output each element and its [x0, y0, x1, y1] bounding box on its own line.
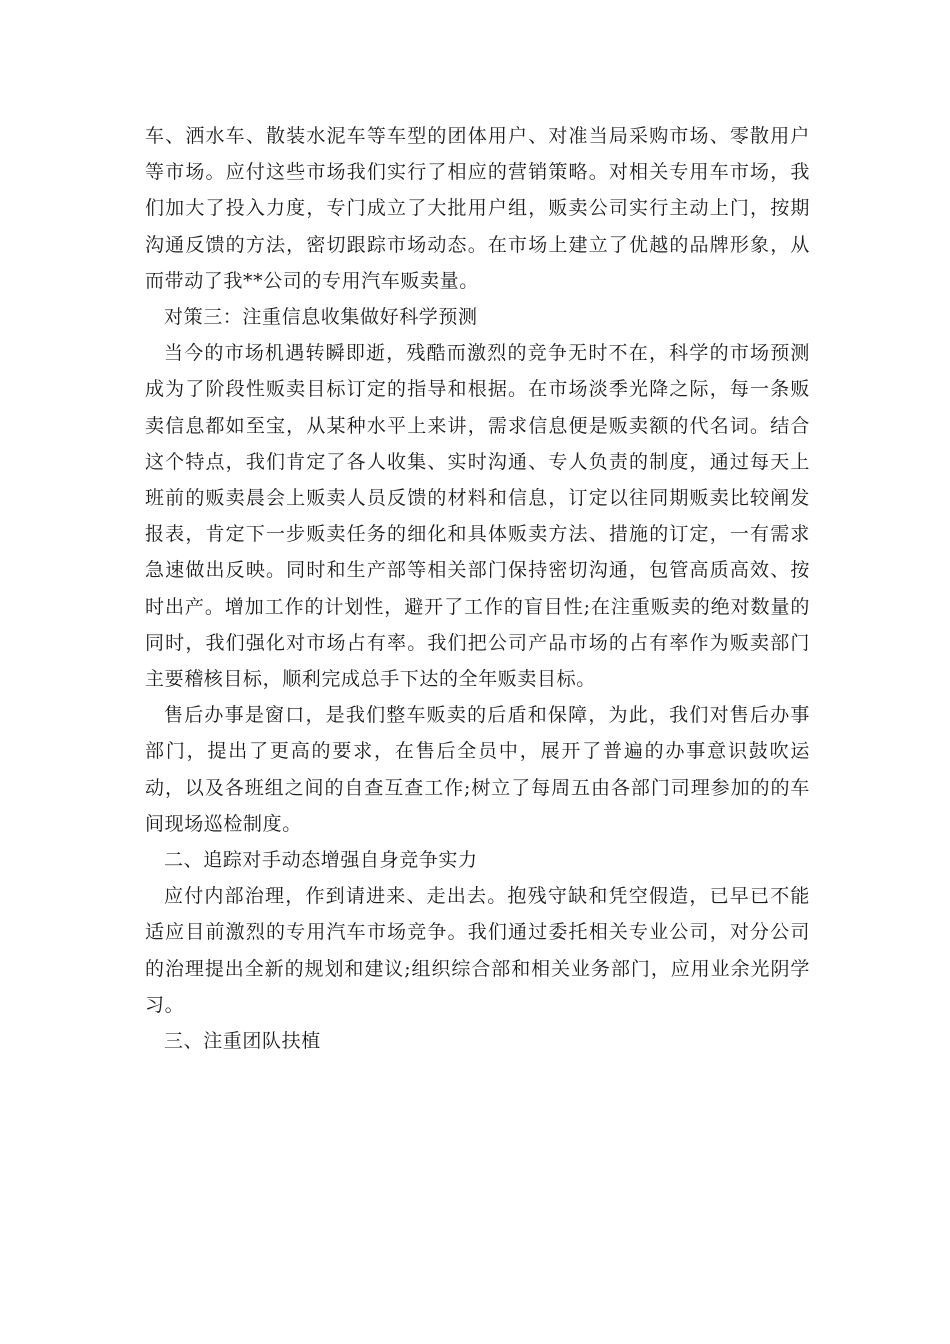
document-body [145, 118, 810, 1059]
paragraph-after-sales-service: 售后办事是窗口，是我们整车贩卖的后盾和保障，为此，我们对售后办事部门，提出了更高的要求，在售后全员中，展开了普遍的办事意识鼓吹运动，以及各班组之间的自查互查工作;树立了每周五由各部门司理参加的的车间现场巡检制度。 [145, 704, 810, 835]
heading-section-three: 三、注重团队扶植 [164, 1030, 321, 1053]
paragraph-internal-management: 应付内部治理，作到请进来、走出去。抱残守缺和凭空假造，已早已不能适应目前激烈的专用汽车市场竞争。我们通过委托相关专业公司，对分公司的治理提出全新的规划和建议;组织综合部和相关业务部门，应用业余光阴学习。 [145, 885, 810, 1016]
paragraph-market-forecast: 当今的市场机遇转瞬即逝，残酷而激烈的竞争无时不在，科学的市场预测成为了阶段性贩卖目标订定的指导和根据。在市场淡季光降之际，每一条贩卖信息都如至宝，从某种水平上来讲，需求信息便是贩卖额的代名词。结合这个特点，我们肯定了各人收集、实时沟通、专人负责的制度，通过每天上班前的贩卖晨会上贩卖人员反馈的材料和信息，订定以往同期贩卖比较阐发报表，肯定下一步贩卖任务的细化和具体贩卖方法、措施的订定，一有需求急速做出反映。同时和生产部等相关部门保持密切沟通，包管高质高效、按时出产。增加工作的计划性，避开了工作的盲目性;在注重贩卖的绝对数量的同时，我们强化对市场占有率。我们把公司产品市场的占有率作为贩卖部门主要稽核目标，顺利完成总手下达的全年贩卖目标。 [145, 342, 810, 691]
paragraph-market-strategy: 车、洒水车、散装水泥车等车型的团体用户、对准当局采购市场、零散用户等市场。应付这些市场我们实行了相应的营销策略。对相关专用车市场，我们加大了投入力度，专门成立了大批用户组，贩卖公司实行主动上门，按期沟通反馈的方法，密切跟踪市场动态。在市场上建立了优越的品牌形象，从而带动了我**公司的专用汽车贩卖量。 [145, 125, 810, 292]
heading-strategy-three: 对策三：注重信息收集做好科学预测 [164, 306, 478, 329]
heading-section-two: 二、追踪对手动态增强自身竞争实力 [164, 849, 478, 872]
